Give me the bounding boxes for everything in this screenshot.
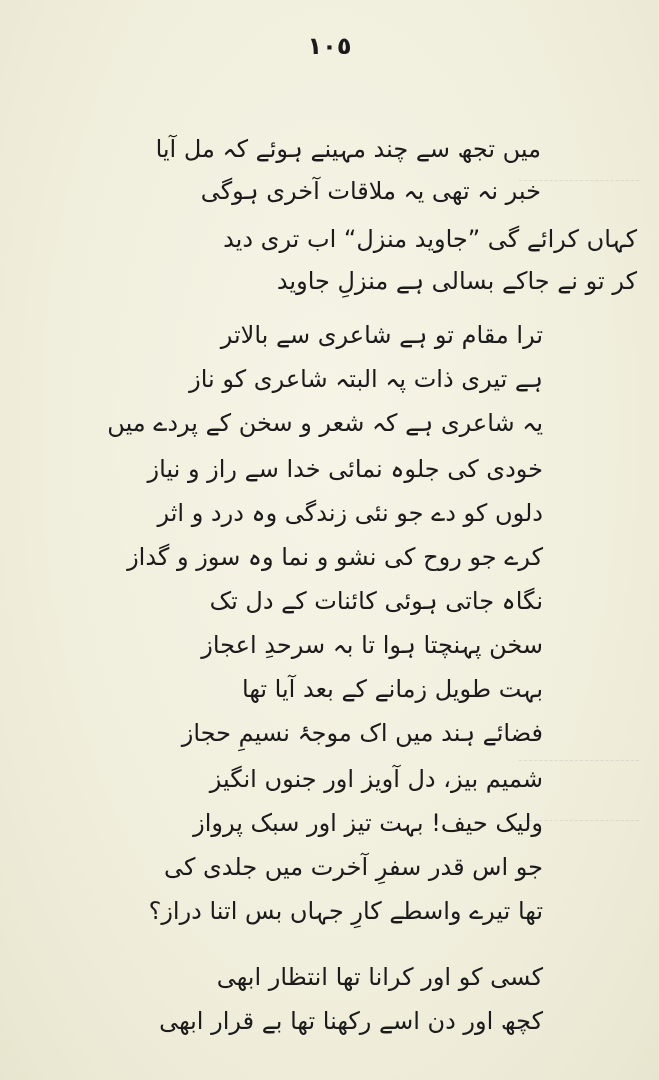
- poem-line: کرے جو روح کی نشو و نما وہ سوز و گداز: [127, 543, 543, 571]
- bleed-through-mark: [519, 820, 639, 829]
- bleed-through-mark: [519, 760, 639, 769]
- poem-line: فضائے ہند میں اک موجۂ نسیمِ حجاز: [181, 719, 543, 747]
- bleed-through-mark: [519, 180, 639, 189]
- poem-line: شمیم بیز، دل آویز اور جنوں انگیز: [209, 765, 543, 793]
- poem-line: میں تجھ سے چند مہینے ہوئے کہ مل آیا: [155, 135, 541, 163]
- poem-line: جو اس قدر سفرِ آخرت میں جلدی کی: [163, 853, 543, 881]
- poem-line: بہت طویل زمانے کے بعد آیا تھا: [242, 675, 543, 703]
- page-number: ١٠٥: [307, 32, 352, 60]
- poem-line: نگاہ جاتی ہوئی کائنات کے دل تک: [209, 587, 543, 615]
- poem-line: ولیک حیف! بہت تیز اور سبک پرواز: [193, 809, 543, 837]
- poem-line: دلوں کو دے جو نئی زندگی وہ درد و اثر: [157, 499, 543, 527]
- poem-line: ہے تیری ذات پہ البتہ شاعری کو ناز: [189, 365, 543, 393]
- poem-line: کسی کو اور کرانا تھا انتظار ابھی: [216, 963, 543, 991]
- poem-line: سخن پہنچتا ہوا تا بہ سرحدِ اعجاز: [201, 631, 543, 659]
- poem-line: ترا مقام تو ہے شاعری سے بالاتر: [220, 321, 543, 349]
- poem-line: کر تو نے جاکے بسالی ہے منزلِ جاوید: [276, 267, 637, 295]
- poem-line: یہ شاعری ہے کہ شعر و سخن کے پردے میں: [107, 409, 543, 437]
- poem-line: کہاں کرائے گی ”جاوید منزل“ اب تری دید: [223, 225, 637, 253]
- poem-line: خبر نہ تھی یہ ملاقات آخری ہوگی: [200, 177, 541, 205]
- poem-line: تھا تیرے واسطے کارِ جہاں بس اتنا دراز؟: [148, 897, 543, 925]
- poem-line: خودی کی جلوہ نمائی خدا سے راز و نیاز: [147, 455, 543, 483]
- poem-line: کچھ اور دن اسے رکھنا تھا بے قرار ابھی: [159, 1007, 543, 1035]
